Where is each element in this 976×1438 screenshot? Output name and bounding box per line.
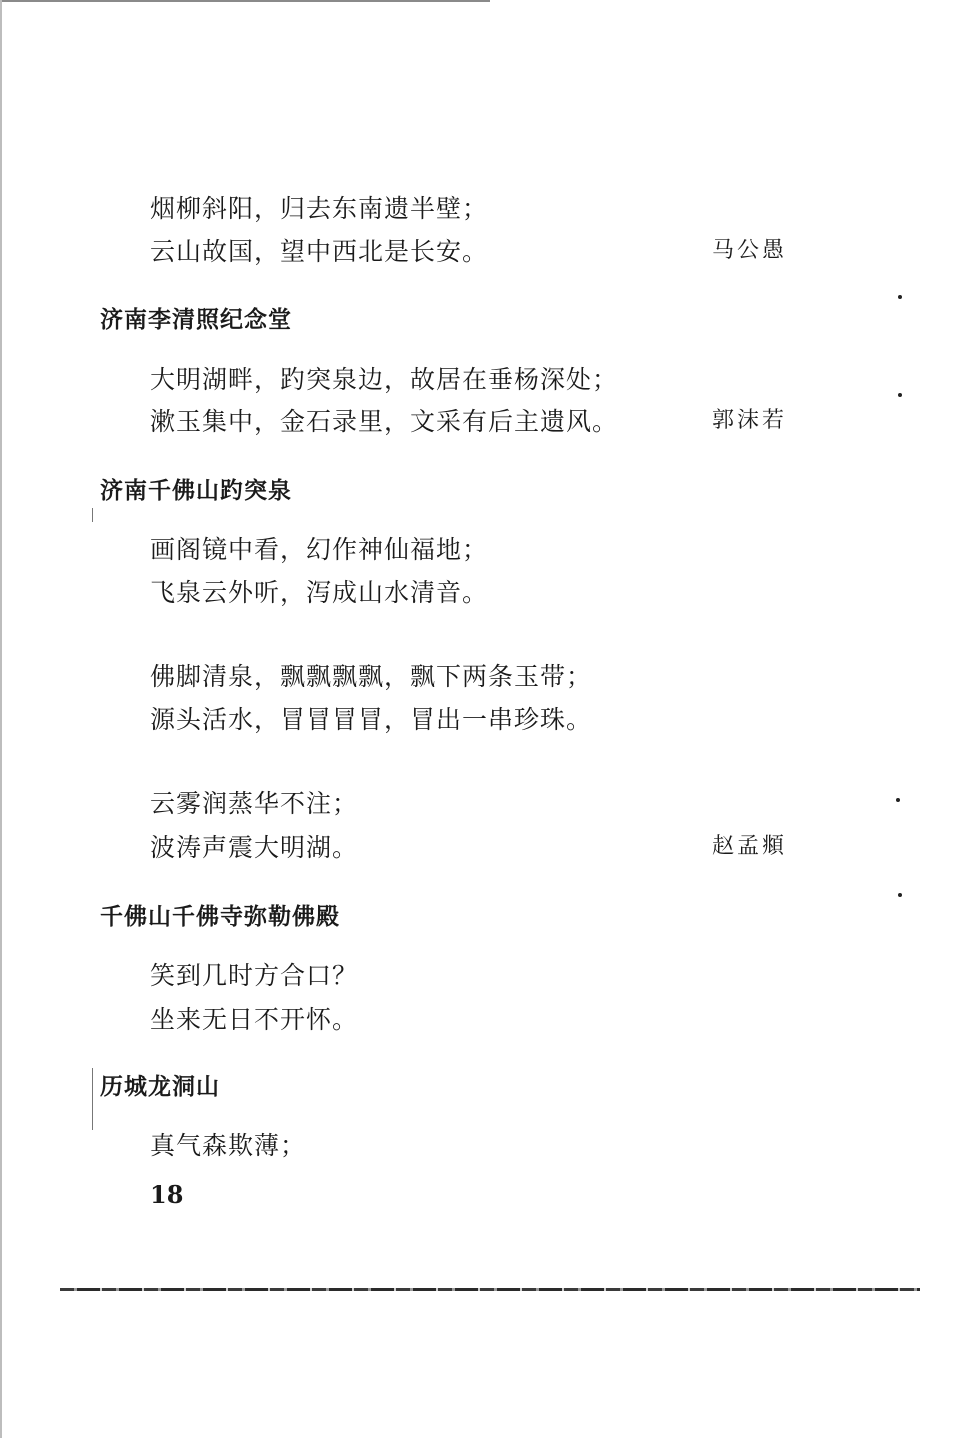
couplet-line: 波涛声震大明湖。 [150,833,359,862]
scan-edge-left [0,0,2,1438]
couplet-line: 漱玉集中，金石录里，文采有后主遗风。 [150,407,619,436]
author-name: 马公愚 [712,238,788,263]
section-title: 济南千佛山趵突泉 [100,478,292,504]
couplet-line: 飞泉云外听，泻成山水清音。 [150,578,489,607]
section-title: 千佛山千佛寺弥勒佛殿 [100,904,340,930]
couplet-line: 真气森欺薄； [150,1131,307,1160]
couplet-line: 源头活水，冒冒冒冒，冒出一串珍珠。 [150,705,593,734]
page-number: 18 [150,1180,184,1209]
author-name: 赵孟頫 [712,834,788,859]
scan-mark [92,1068,93,1130]
couplet-line: 大明湖畔，趵突泉边，故居在垂杨深处； [150,365,619,394]
section-title: 济南李清照纪念堂 [100,307,292,333]
scan-speck [896,798,900,802]
couplet-line: 云山故国，望中西北是长安。 [150,237,489,266]
scan-edge-bottom [60,1288,920,1291]
couplet-line: 画阁镜中看，幻作神仙福地； [150,535,489,564]
scan-mark [92,508,93,522]
scan-speck [898,295,902,299]
scan-speck [898,893,902,897]
section-title: 历城龙洞山 [100,1074,220,1100]
couplet-line: 云雾润蒸华不注； [150,789,359,818]
couplet-line: 佛脚清泉，飘飘飘飘，飘下两条玉带； [150,662,593,691]
couplet-line: 烟柳斜阳，归去东南遗半壁； [150,194,489,223]
scan-edge-top [0,0,490,2]
scan-speck [898,393,902,397]
couplet-line: 笑到几时方合口？ [150,961,359,990]
couplet-line: 坐来无日不开怀。 [150,1005,359,1034]
author-name: 郭沫若 [712,408,788,433]
